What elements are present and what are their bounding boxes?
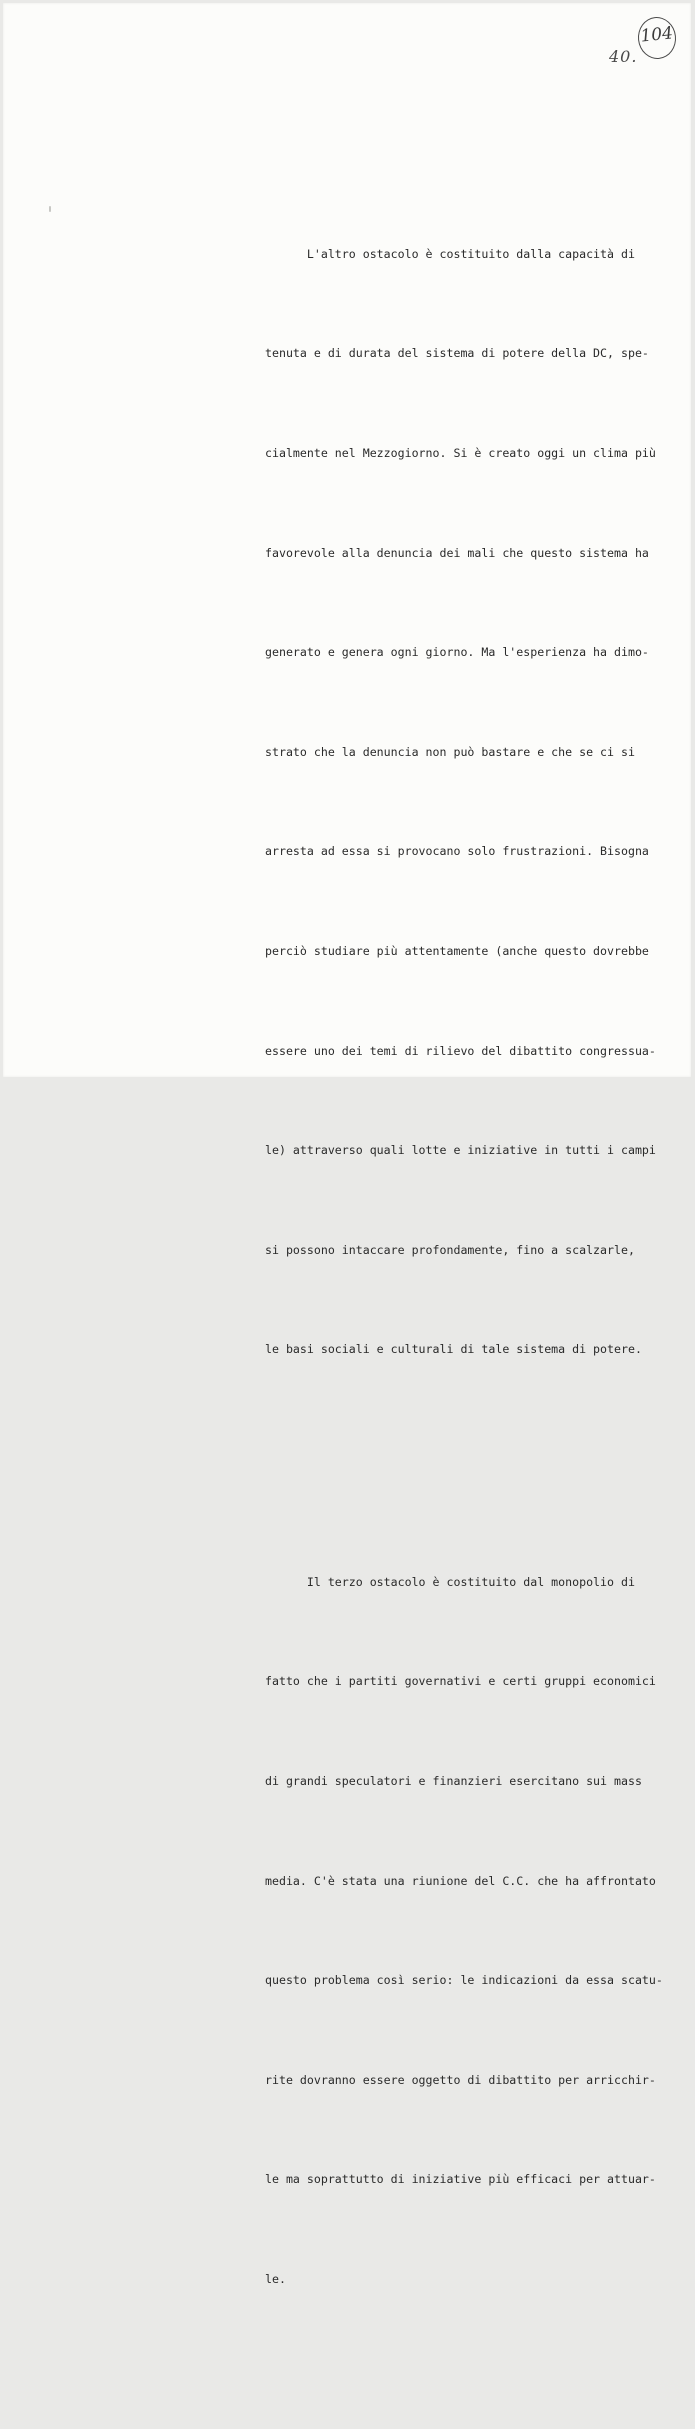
archive-stamp — [636, 15, 678, 61]
text-line: essere uno dei temi di rilievo del dibattito congressua- — [265, 1043, 656, 1058]
text-line: generato e genera ogni giorno. Ma l'esperienza ha dimo- — [265, 645, 649, 660]
text-line: rite dovranno essere oggetto di dibattito per arricchir- — [265, 2072, 656, 2087]
text-line: le basi sociali e culturali di tale sistema di potere. — [265, 1342, 642, 1357]
text-line: strato che la denuncia non può bastare e che se ci si — [265, 744, 635, 759]
text-line: arresta ad essa si provocano solo frustrazioni. Bisogna — [265, 844, 649, 859]
text-line: perciò studiare più attentamente (anche questo dovrebbe — [265, 943, 649, 958]
page-number: 40. — [609, 47, 638, 66]
text-line: Il terzo ostacolo è costituito dal monopolio di — [265, 1574, 635, 1589]
body-text — [265, 105, 663, 2429]
paragraph-2 — [265, 1499, 663, 2362]
text-line: tenuta e di durata del sistema di potere della DC, spe- — [265, 346, 649, 361]
text-line: fatto che i partiti governativi e certi gruppi economici — [265, 1674, 656, 1689]
document-page — [3, 3, 691, 2286]
text-line: favorevole alla denuncia dei mali che questo sistema ha — [265, 545, 649, 560]
text-line: questo problema così serio: le indicazioni da essa scatu- — [265, 1973, 663, 1988]
text-line: le ma soprattutto di iniziative più efficaci per attuar- — [265, 2172, 656, 2187]
paragraph-1 — [265, 171, 655, 1433]
text-line: le. — [265, 2271, 286, 2286]
paper-speck — [49, 206, 51, 212]
text-line: media. C'è stata una riunione del C.C. che ha affrontato — [265, 1873, 656, 1888]
text-line: le) attraverso quali lotte e iniziative in tutti i campi — [265, 1143, 656, 1158]
text-line: L'altro ostacolo è costituito dalla capacità di — [265, 246, 635, 261]
text-line: si possono intaccare profondamente, fino a scalzarle, — [265, 1242, 635, 1257]
text-line: cialmente nel Mezzogiorno. Si è creato oggi un clima più — [265, 446, 656, 460]
archive-stamp-number: 104 — [639, 23, 674, 47]
text-line: di grandi speculatori e finanzieri esercitano sui mass — [265, 1773, 642, 1788]
